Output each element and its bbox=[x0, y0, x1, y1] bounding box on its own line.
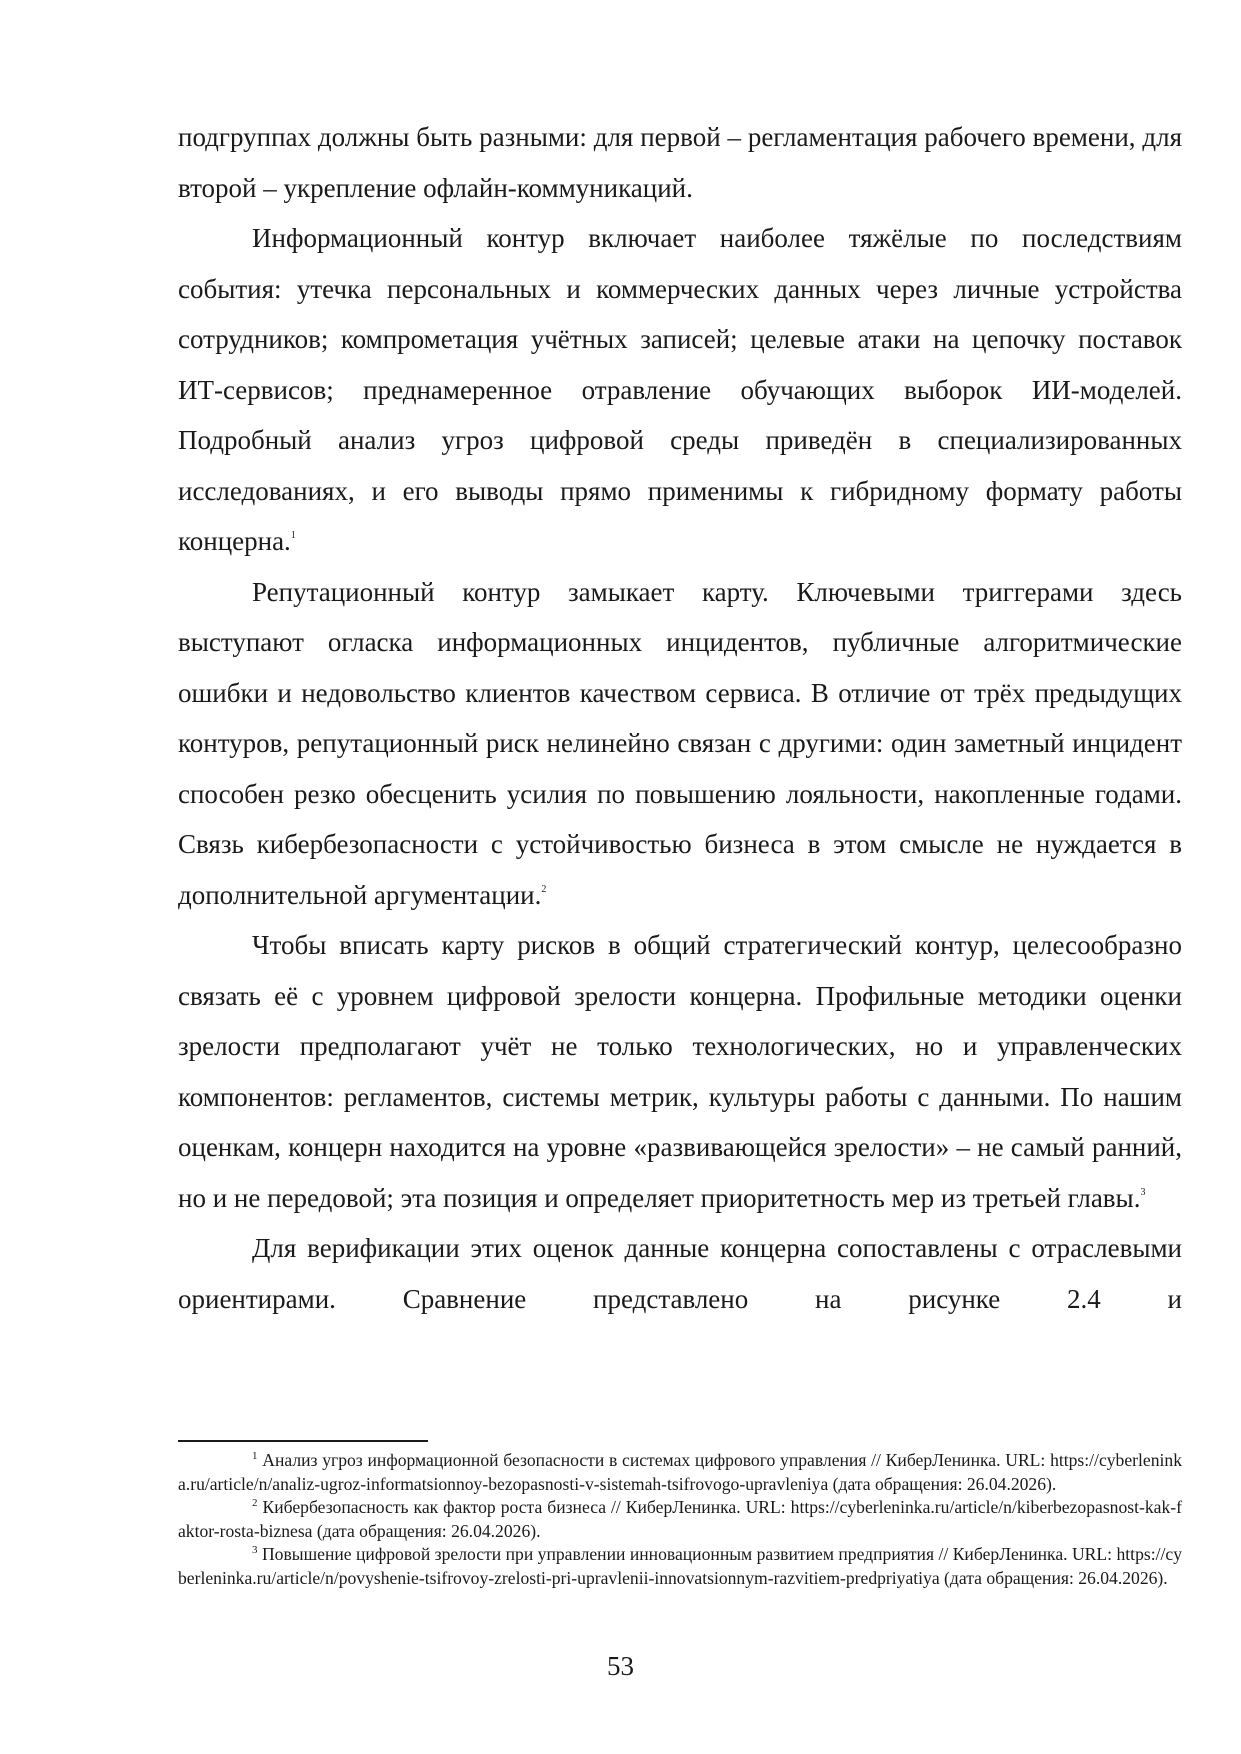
paragraph-text: подгруппах должны быть разными: для первой – регламентация рабочего времени, для второй – укрепление офлайн-коммуникаций. bbox=[178, 122, 1182, 203]
footnote-ref[interactable]: 1 bbox=[290, 530, 296, 541]
footnote-ref[interactable]: 2 bbox=[541, 883, 547, 895]
footnote-number: 1 bbox=[252, 1450, 258, 1463]
footnote-number: 2 bbox=[252, 1497, 258, 1510]
footnote-url[interactable]: https://cyberleninka.ru/article/n/analiz-ugroz-informatsionnoy-bezopasnosti-v-sistemah-tsifrovogo-upravleniya bbox=[178, 1450, 1182, 1494]
footnote-ref[interactable]: 3 bbox=[1140, 1186, 1146, 1198]
footnote-text: Кибербезопасность как фактор роста бизнеса // КиберЛенинка. URL: bbox=[262, 1497, 791, 1517]
footnote-text: Повышение цифровой зрелости при управлении инновационным развитием предприятия // КиберЛенинка. URL: bbox=[261, 1544, 1117, 1564]
footnote-access-date: (дата обращения: 26.04.2026). bbox=[939, 1567, 1168, 1588]
body-text bbox=[178, 112, 1182, 1324]
paragraph-continuation bbox=[178, 112, 1182, 213]
paragraph-text: Для верификации этих оценок данные концерна сопоставлены с отраслевыми ориентирами. Сравнение представлено на рисунке 2.4 и bbox=[178, 1233, 1182, 1314]
footnote-number: 3 bbox=[252, 1544, 258, 1557]
paragraph-information-contour bbox=[178, 213, 1182, 567]
footnotes-section bbox=[178, 1440, 1182, 1590]
page-number: 53 bbox=[607, 1651, 634, 1681]
paragraph-text: Чтобы вписать карту рисков в общий стратегический контур, целесообразно связать её с уровнем цифровой зрелости концерна. Профильные методики оценки зрелости предполагают учёт не только технологических, но и управленческих компонентов: регламентов, системы метрик, культуры работы с данными. По нашим оценкам, концерн находится на уровне «развивающейся зрелости» – не самый ранний, но и не передовой; эта позиция и определяет приоритетность мер из третьей главы. bbox=[178, 930, 1182, 1213]
footnote-1 bbox=[178, 1449, 1182, 1496]
paragraph-verification bbox=[178, 1223, 1182, 1324]
footnote-url[interactable]: https://cyberleninka.ru/article/n/kiberbezopasnost-kak-faktor-rosta-biznesa bbox=[178, 1497, 1182, 1541]
paragraph-reputation-contour bbox=[178, 567, 1182, 921]
footnote-url[interactable]: https://cyberleninka.ru/article/n/povyshenie-tsifrovoy-zrelosti-pri-upravlenii-innovatsionnym-razvitiem-predpriyatiya bbox=[178, 1544, 1182, 1588]
footnote-access-date: (дата обращения: 26.04.2026). bbox=[312, 1520, 541, 1541]
paragraph-text: Репутационный контур замыкает карту. Ключевыми триггерами здесь выступают огласка информационных инцидентов, публичные алгоритмические ошибки и недовольство клиентов качеством сервиса. В отличие от трёх предыдущих контуров, репутационный риск нелинейно связан с другими: один заметный инцидент способен резко обесценить усилия по повышению лояльности, накопленные годами. Связь кибербезопасности с устойчивостью бизнеса в этом смысле не нуждается в дополнительной аргументации. bbox=[178, 576, 1182, 910]
footnote-access-date: (дата обращения: 26.04.2026). bbox=[828, 1473, 1057, 1494]
paragraph-text: Информационный контур включает наиболее тяжёлые по последствиям события: утечка персональных и коммерческих данных через личные устройства сотрудников; компрометация учётных записей; целевые атаки на цепочку поставок ИТ-сервисов; преднамеренное отравление обучающих выборок ИИ-моделей. Подробный анализ угроз цифровой среды приведён в специализированных исследованиях, и его выводы прямо применимы к гибридному формату работы концерна. bbox=[178, 223, 1182, 556]
footnote-2 bbox=[178, 1496, 1182, 1543]
footnote-3 bbox=[178, 1543, 1182, 1590]
footnote-separator bbox=[178, 1440, 428, 1442]
paragraph-digital-maturity bbox=[178, 920, 1182, 1223]
footnote-text: Анализ угроз информационной безопасности в системах цифрового управления // КиберЛенинка. URL: bbox=[262, 1450, 1051, 1470]
